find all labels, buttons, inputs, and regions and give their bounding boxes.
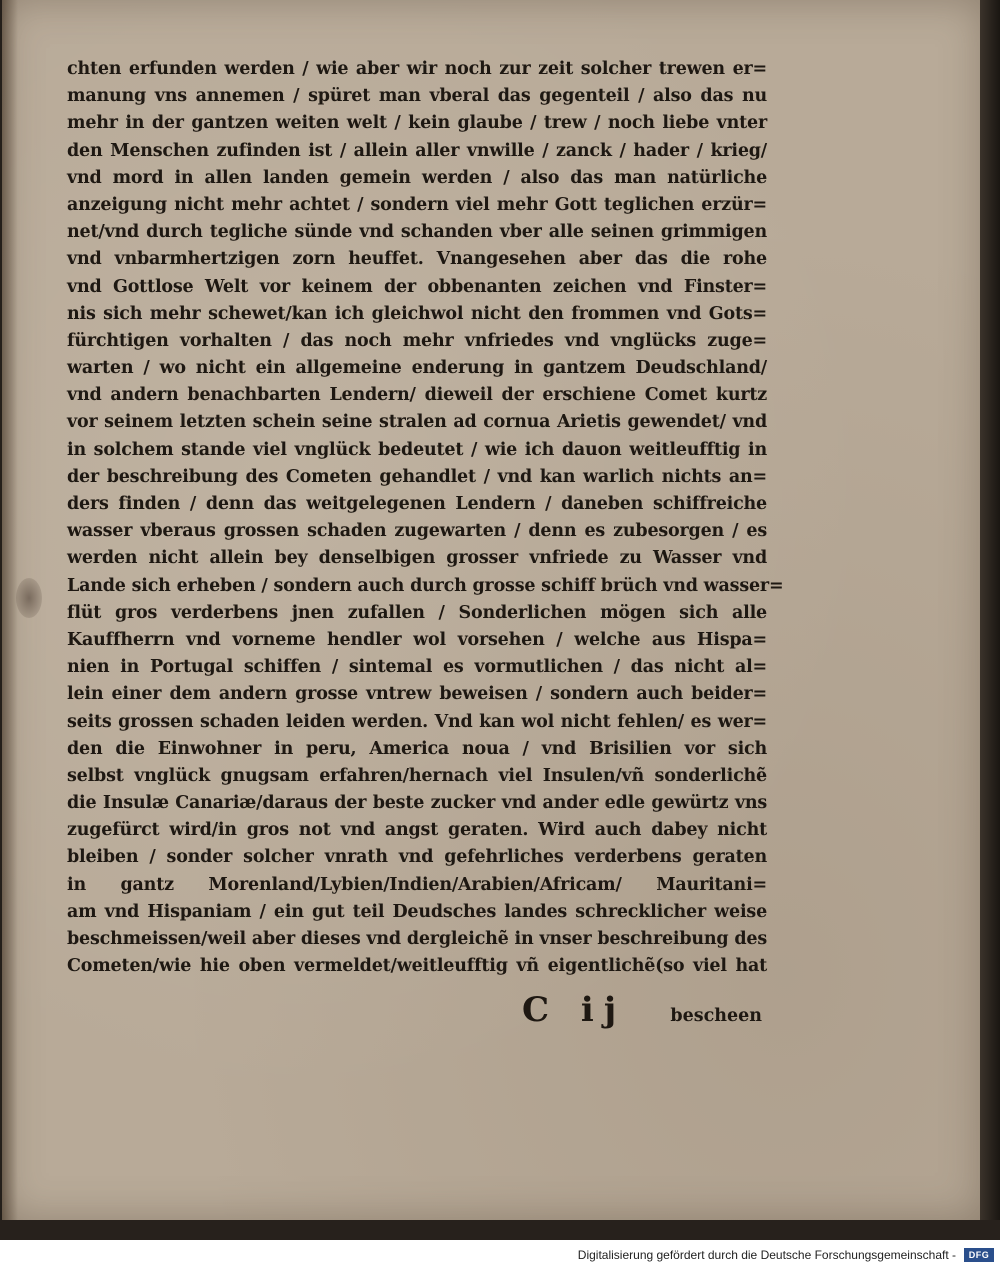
text-line: anzeigung nicht mehr achtet / sondern viel mehr Gott teglichen erzür= <box>67 194 767 215</box>
text-line: nis sich mehr schewet/kan ich gleichwol nicht den frommen vnd Gots= <box>67 303 767 324</box>
text-line: die Insulæ Canariæ/daraus der beste zucker vnd ander edle gewürtz vns <box>67 793 767 814</box>
text-line: in solchem stande viel vnglück bedeutet / wie ich dauon weitleufftig in <box>67 439 767 460</box>
text-line: vnd andern benachbarten Lendern/ dieweil der erschiene Comet kurtz <box>67 385 767 406</box>
text-line: in gantz Morenland/Lybien/Indien/Arabien/Africam/ Mauritani= <box>67 874 767 895</box>
page-edge-right <box>980 0 1000 1240</box>
page-edge-bottom <box>0 1220 1000 1240</box>
text-line: vnd vnbarmhertzigen zorn heuffet. Vnangesehen aber das die rohe <box>67 249 767 270</box>
text-line: manung vns annemen / spüret man vberal das gegenteil / also das nu <box>67 86 767 107</box>
page-gutter-shadow <box>2 0 18 1220</box>
text-line: wasser vberaus grossen schaden zugewarten / denn es zubesorgen / es <box>67 521 767 542</box>
catchword: bescheen <box>670 1006 762 1026</box>
text-line: vnd mord in allen landen gemein werden / also das man natürliche <box>67 167 767 188</box>
text-line: bleiben / sonder solcher vnrath vnd gefehrliches verderbens geraten <box>67 847 767 868</box>
text-line: nien in Portugal schiffen / sintemal es vormutlichen / das nicht al= <box>67 657 767 678</box>
page-stain <box>16 578 42 618</box>
funding-notice: Digitalisierung gefördert durch die Deutsche Forschungsgemeinschaft - <box>577 1248 956 1262</box>
footer-bar <box>0 1240 1000 1269</box>
text-line: vnd Gottlose Welt vor keinem der obbenanten zeichen vnd Finster= <box>67 276 767 297</box>
text-line: am vnd Hispaniam / ein gut teil Deudsches landes schrecklicher weise <box>67 901 767 922</box>
text-line: net/vnd durch tegliche sünde vnd schanden vber alle seinen grimmigen <box>67 222 767 243</box>
text-line: warten / wo nicht ein allgemeine enderung in gantzem Deudschland/ <box>67 358 767 379</box>
text-line: mehr in der gantzen weiten welt / kein glaube / trew / noch liebe vnter <box>67 113 767 134</box>
text-line: seits grossen schaden leiden werden. Vnd kan wol nicht fehlen/ es wer= <box>67 711 767 732</box>
text-line: fürchtigen vorhalten / das noch mehr vnfriedes vnd vnglücks zuge= <box>67 330 767 351</box>
text-line: werden nicht allein bey denselbigen grosser vnfriede zu Wasser vnd <box>67 548 767 569</box>
body-text <box>67 56 784 980</box>
text-line: Kauffherrn vnd vorneme hendler wol vorsehen / welche aus Hispa= <box>67 629 767 650</box>
text-line: beschmeissen/weil aber dieses vnd dergleichẽ in vnser beschreibung des <box>67 929 767 949</box>
text-line: flüt gros verderbens jnen zufallen / Sonderlichen mögen sich alle <box>67 602 767 623</box>
signature-line <box>502 990 762 1030</box>
text-line: selbst vnglück gnugsam erfahren/hernach viel Insulen/vñ sonderlichẽ <box>67 765 767 786</box>
text-line: der beschreibung des Cometen gehandlet / vnd kan warlich nichts an= <box>67 466 767 487</box>
text-line: den die Einwohner in peru, America noua / vnd Brisilien vor sich <box>67 738 767 759</box>
text-line: Lande sich erheben / sondern auch durch grosse schiff brüch vnd wasser= <box>67 575 784 596</box>
dfg-logo-icon[interactable]: DFG <box>964 1248 994 1262</box>
signature-mark: C ij <box>522 990 627 1030</box>
text-line: ders finden / denn das weitgelegenen Lendern / daneben schiffreiche <box>67 494 767 514</box>
text-line: vor seinem letzten schein seine stralen ad cornua Arietis gewendet/ vnd <box>67 412 767 433</box>
text-line: den Menschen zufinden ist / allein aller vnwille / zanck / hader / krieg/ <box>67 140 767 161</box>
text-line: chten erfunden werden / wie aber wir noch zur zeit solcher trewen er= <box>67 59 767 79</box>
text-line: Cometen/wie hie oben vermeldet/weitleufftig vñ eigentlichẽ(so viel hat <box>67 956 767 977</box>
text-line: lein einer dem andern grosse vntrew beweisen / sondern auch beider= <box>67 684 767 705</box>
book-page <box>2 0 982 1220</box>
text-line: zugefürct wird/in gros not vnd angst geraten. Wird auch dabey nicht <box>67 820 767 841</box>
